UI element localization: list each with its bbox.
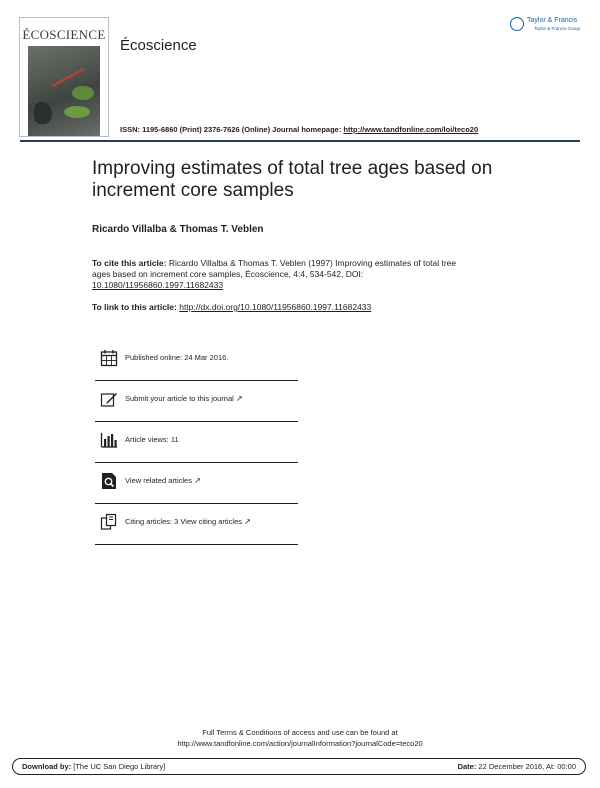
- article-doi-link[interactable]: http://dx.doi.org/10.1080/11956860.1997.11682433: [179, 302, 372, 312]
- submit-article-link[interactable]: [125, 394, 243, 403]
- link-label: To link to this article:: [92, 302, 180, 312]
- submit-row[interactable]: [95, 381, 298, 417]
- external-link-icon: ↗︎: [194, 476, 201, 485]
- issn-text: ISSN: 1195-6860 (Print) 2376-7626 (Online) Journal homepage:: [120, 125, 344, 134]
- published-date: Published online: 24 Mar 2016.: [125, 353, 229, 362]
- views-row: [95, 422, 298, 458]
- edit-icon: [100, 390, 118, 408]
- publisher-logo-subtext: Taylor & Francis Group: [534, 26, 581, 31]
- bar-chart-icon: [100, 431, 118, 449]
- citing-articles-icon: [100, 513, 118, 531]
- citation-block: [92, 258, 472, 291]
- cite-doi-link[interactable]: 10.1080/11956860.1997.11682433: [92, 280, 224, 290]
- issn-line: [120, 125, 478, 134]
- article-link-line: [92, 302, 371, 312]
- article-authors: Ricardo Villalba & Thomas T. Veblen: [92, 224, 264, 235]
- article-views: Article views: 11: [125, 435, 179, 444]
- search-document-icon: [100, 472, 118, 490]
- publisher-logo-icon: [510, 17, 524, 31]
- external-link-icon: ↗︎: [244, 517, 251, 526]
- terms-block: [0, 727, 600, 749]
- citing-row[interactable]: [95, 504, 298, 540]
- download-date-value: 22 December 2016, At: 00:00: [476, 762, 576, 771]
- downloaded-by-label: Download by:: [22, 762, 72, 771]
- related-label: View related articles: [125, 476, 192, 485]
- cite-label: To cite this article:: [92, 258, 169, 268]
- cover-title: ÉCOSCIENCE: [22, 27, 106, 42]
- published-row: [95, 340, 298, 376]
- cover-photo: [28, 46, 100, 137]
- submit-label: Submit your article to this journal: [125, 394, 234, 403]
- citing-label: Citing articles: 3 View citing articles: [125, 517, 242, 526]
- cite-text: Ricardo Villalba & Thomas T. Veblen (1997) Improving estimates of total tree ages based on increment core samples, Écoscience, 4:4, 534-542, DOI:: [92, 258, 457, 279]
- downloaded-by: [22, 762, 165, 771]
- related-row[interactable]: [95, 463, 298, 499]
- divider: [95, 544, 298, 545]
- article-title: Improving estimates of total tree ages based on increment core samples: [92, 158, 493, 201]
- download-date: [458, 762, 576, 771]
- calendar-icon: [100, 349, 118, 367]
- downloaded-by-value: [The UC San Diego Library]: [71, 762, 166, 771]
- header-divider: [20, 140, 580, 142]
- journal-name: Écoscience: [120, 37, 197, 54]
- external-link-icon: ↗︎: [235, 394, 243, 403]
- terms-text: Full Terms & Conditions of access and use can be found at: [202, 728, 398, 737]
- download-date-label: Date:: [457, 762, 477, 771]
- journal-cover-image: [19, 17, 109, 137]
- publisher-logo-text: Taylor & Francis: [527, 17, 578, 24]
- related-articles-link[interactable]: [125, 476, 201, 485]
- citing-articles-link[interactable]: [125, 517, 251, 526]
- terms-url[interactable]: http://www.tandfonline.com/action/journalInformation?journalCode=teco20: [177, 739, 423, 748]
- journal-homepage-link[interactable]: http://www.tandfonline.com/loi/teco20: [343, 125, 479, 134]
